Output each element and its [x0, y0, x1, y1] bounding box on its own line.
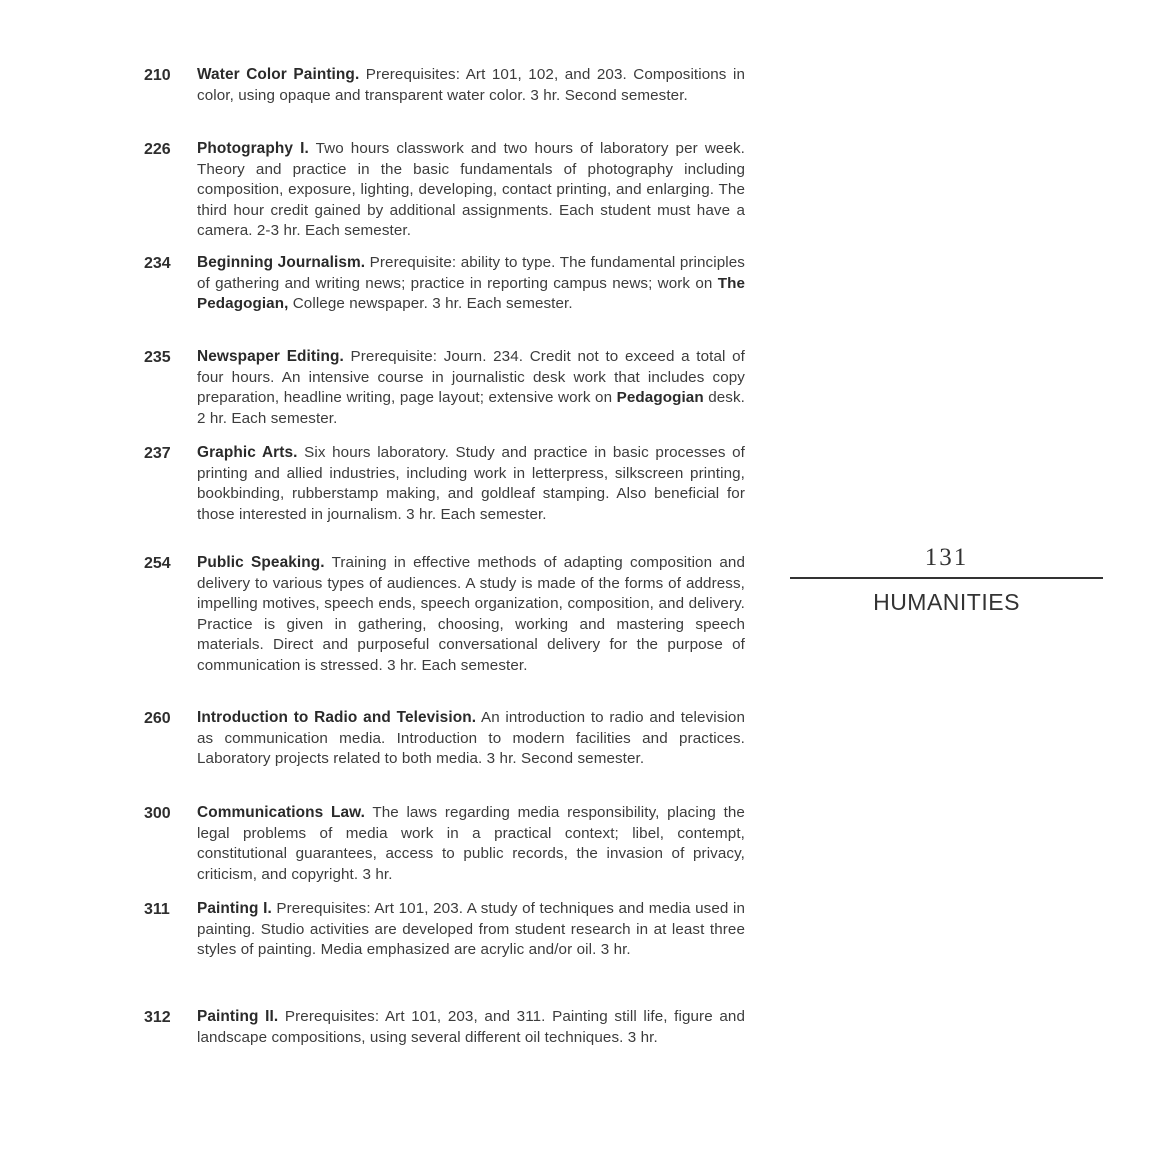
section-label: HUMANITIES	[873, 589, 1020, 615]
course-body: Six hours laboratory. Study and practice in basic processes of printing and allied industries, including work in letterpress, silkscreen printing, bookbinding, rubberstamp making, and goldleaf stamping. Also beneficial for those interested in journalism. 3 hr. Each semester.	[197, 444, 745, 523]
course-title: Beginning Journalism.	[197, 254, 366, 271]
course-description	[197, 253, 745, 315]
course-description	[197, 139, 745, 242]
publication-name: Pedagogian	[616, 389, 704, 407]
course-description	[197, 347, 745, 429]
publication-name: The Pedagogian,	[197, 274, 745, 313]
course-body: An introduction to radio and television as communication media. Introduction to modern facilities and practices. Laboratory projects related to both media. 3 hr. Second semester.	[197, 709, 746, 768]
course-number: 260	[144, 710, 171, 727]
course-body: Prerequisites: Art 101, 203. A study of techniques and media used in painting. Studio activities are developed from student research in at least three styles of painting. Media emphasized are acrylic and/or oil. 3 hr.	[197, 900, 745, 959]
course-body: Prerequisite: Journ. 234. Credit not to exceed a total of four hours. An intensive course in journalistic desk work that includes copy preparation, headline writing, page layout; extensive work on	[197, 348, 745, 407]
course-description	[197, 443, 745, 525]
course-title: Newspaper Editing.	[197, 348, 344, 365]
course-description	[197, 803, 745, 885]
course-body: Prerequisite: ability to type. The fundamental principles of gathering and writing news; practice in reporting campus news; work on	[197, 254, 745, 292]
course-description	[197, 1007, 745, 1048]
course-body: The laws regarding media responsibility, placing the legal problems of media work in a practical context; libel, contempt, constitutional guarantees, access to public records, the invasion of privacy, criticism, and copyright. 3 hr.	[197, 804, 745, 883]
course-number: 311	[144, 901, 170, 918]
course-number: 226	[144, 141, 171, 158]
page-number: 131	[924, 544, 969, 571]
course-description	[197, 65, 745, 106]
course-number: 237	[144, 445, 171, 462]
course-title: Photography I.	[197, 140, 309, 157]
course-body-end: desk. 2 hr. Each semester.	[197, 389, 745, 427]
course-body: Prerequisites: Art 101, 102, and 203. Compositions in color, using opaque and transparent water color. 3 hr. Second semester.	[197, 66, 745, 104]
course-number: 312	[144, 1009, 171, 1026]
course-body: Prerequisites: Art 101, 203, and 311. Painting still life, figure and landscape compositions, using several different oil techniques. 3 hr.	[197, 1008, 746, 1046]
course-title: Painting I.	[197, 900, 272, 917]
course-body: Training in effective methods of adapting composition and delivery to various types of audiences. A study is made of the forms of address, impelling motives, speech ends, speech organization, composition, and delivery. Practice is given in gathering, choosing, working and mastering speech materials. Direct and purposeful conversational delivery for the purpose of communication is stressed. 3 hr. Each semester.	[197, 554, 745, 674]
course-body-end: College newspaper. 3 hr. Each semester.	[288, 295, 573, 313]
course-title: Introduction to Radio and Television.	[197, 709, 477, 726]
course-description	[197, 553, 745, 677]
course-number: 235	[144, 349, 171, 366]
course-number: 234	[144, 255, 171, 272]
course-title: Graphic Arts.	[197, 444, 298, 461]
course-title: Communications Law.	[197, 804, 365, 821]
course-title: Painting II.	[197, 1008, 279, 1025]
course-title: Public Speaking.	[197, 554, 325, 571]
course-number: 300	[144, 805, 171, 822]
course-body: Two hours classwork and two hours of laboratory per week. Theory and practice in the basic fundamentals of photography including composition, exposure, lighting, developing, contact printing, and enlarging. The third hour credit gained by additional assignments. Each student must have a camera. 2-3 hr. Each semester.	[197, 140, 745, 240]
course-number: 254	[144, 555, 171, 572]
section-divider	[790, 577, 1103, 579]
course-description	[197, 899, 745, 961]
course-number: 210	[144, 67, 171, 84]
course-description	[197, 708, 745, 770]
course-title: Water Color Painting.	[197, 66, 360, 83]
